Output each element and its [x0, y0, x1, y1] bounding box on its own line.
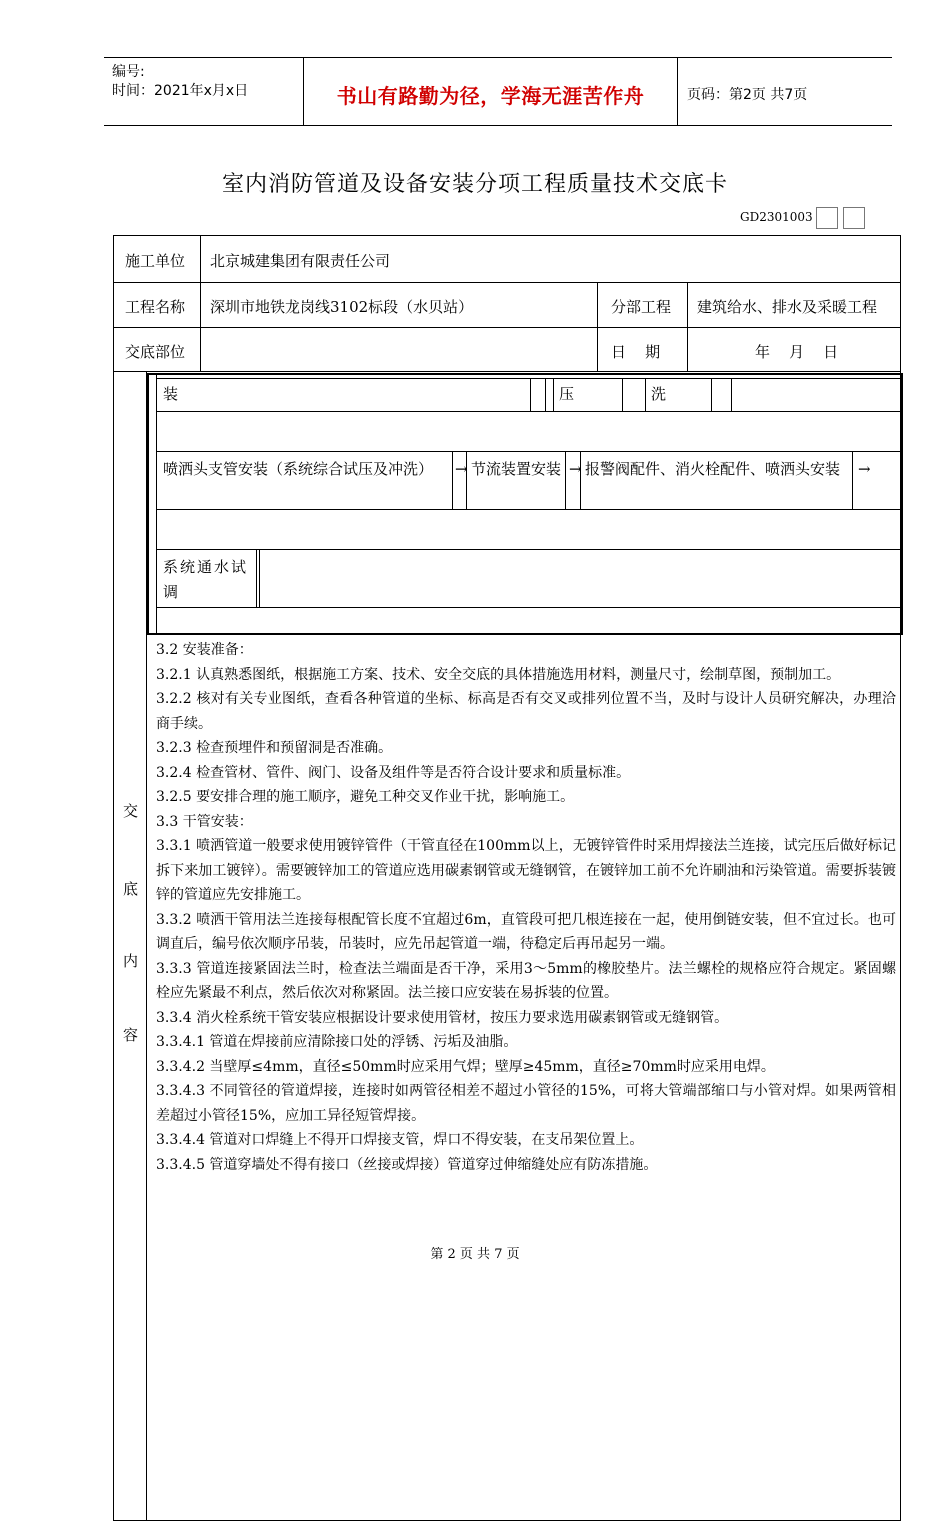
content-paragraph: 3.2.4 检查管材、管件、阀门、设备及组件等是否符合设计要求和质量标准。: [156, 764, 631, 781]
content-paragraph: 3.2.3 检查预埋件和预留洞是否准确。: [156, 740, 393, 756]
content-paragraph: 3.2 安装准备：: [156, 642, 253, 658]
flow-rule: [157, 378, 901, 379]
header-bottom-rule: [104, 125, 892, 126]
flow-rule: [157, 549, 901, 550]
date-label: 日 期: [611, 343, 661, 361]
side-label-char: 底: [122, 880, 138, 898]
table-rule: [113, 327, 901, 328]
flow-rule: [622, 378, 623, 411]
document-time: 时间：2021年x月x日: [112, 83, 249, 99]
content-paragraph: 3.3.4.2 当壁厚≤4mm，直径≤50mm时应采用气焊；壁厚≥45mm，直径≥70mm时应采用电焊。: [156, 1058, 775, 1075]
header-divider: [677, 57, 678, 126]
flow-rule: [256, 549, 257, 607]
document-number-label: 编号:: [112, 64, 145, 80]
content-paragraph: 3.3.3 管道连接紧固法兰时，检查法兰端面是否干净，采用3～5mm的橡胶垫片。法兰螺栓的规格应符合规定。紧固螺栓应先紧最不利点，然后依次对称紧固。法兰接口应安装在易拆装的位置。: [156, 960, 896, 1001]
document-code: GD2301003: [740, 210, 813, 224]
table-rule: [200, 235, 201, 372]
content-paragraph: 3.3.4 消火栓系统干管安装应根据设计要求使用管材，按压力要求选用碳素钢管或无缝钢管。: [156, 1009, 729, 1026]
flow-step-alarm-valve: 报警阀配件、消火栓配件、喷洒头安装: [585, 460, 841, 478]
table-rule: [113, 282, 901, 283]
project-value: 深圳市地铁龙岗线3102标段（水贝站）: [210, 298, 474, 316]
content-paragraph: 3.2.2 核对有关专业图纸，查看各种管道的坐标、标高是否有交叉或排列位置不当，及时与设计人员研究解决，办理洽商手续。: [156, 691, 896, 732]
flow-rule: [156, 375, 157, 633]
content-paragraph: 3.2.5 要安排合理的施工顺序，避免工种交叉作业干扰，影响施工。: [156, 789, 575, 805]
flow-rule: [553, 378, 554, 411]
content-paragraph: 3.3.2 喷洒干管用法兰连接每根配管长度不宜超过6m，直管段可把几根连接在一起，使用倒链安装，但不宜过长。也可调直后，编号依次顺序吊装，吊装时，应先吊起管道一端，待稳定后再吊起另一端。: [156, 911, 896, 952]
flow-rule: [157, 451, 901, 452]
unit-value: 北京城建集团有限责任公司: [210, 252, 391, 270]
content-paragraph: 3.3.4.4 管道对口焊缝上不得开口焊接支管，焊口不得安装，在支吊架位置上。: [156, 1132, 644, 1148]
flow-rule: [545, 378, 546, 411]
header-motto: 书山有路勤为径，学海无涯苦作舟: [336, 84, 645, 108]
flow-arrow: →: [858, 460, 871, 478]
header-top-rule: [104, 57, 892, 58]
flow-rule: [711, 378, 712, 411]
flow-step-sprinkler-branch: 喷洒头支管安装（系统综合试压及冲洗）: [163, 460, 434, 478]
flow-rule: [157, 509, 901, 510]
side-label-char: 交: [122, 802, 138, 820]
content-paragraph: 3.3.4.3 不同管径的管道焊接，连接时如两管径相差不超过小管径的15%，可将大管端部缩口与小管对焊。如果两管相差超过小管径15%，应加工异径短管焊接。: [156, 1083, 896, 1124]
division-label: 分部工程: [611, 298, 672, 316]
unit-label: 施工单位: [125, 252, 186, 270]
process-flow-table: [147, 373, 903, 635]
page-indicator: 页码：第2页 共7页: [687, 87, 808, 103]
flow-step-water-test: 系统通水试调: [163, 558, 249, 601]
flow-step-flush: 洗: [651, 385, 667, 403]
content-paragraph: 3.3.4.1 管道在焊接前应清除接口处的浮锈、污垢及油脂。: [156, 1034, 518, 1050]
flow-rule: [530, 378, 531, 411]
flow-rule: [731, 378, 732, 411]
flow-step-throttle: 节流装置安装: [471, 460, 562, 478]
flow-rule: [645, 378, 646, 411]
flow-rule: [259, 549, 260, 607]
project-label: 工程名称: [125, 298, 186, 316]
flow-rule: [852, 451, 853, 509]
disclosure-content: [156, 638, 896, 1177]
flow-rule: [565, 451, 566, 509]
content-paragraph: 3.2.1 认真熟悉图纸，根据施工方案、技术、安全交底的具体措施选用材料，测量尺寸，绘制草图，预制加工。: [156, 666, 841, 683]
date-value: 年 月 日: [755, 343, 839, 361]
flow-rule: [157, 411, 901, 412]
side-label-char: 内: [122, 952, 138, 970]
content-paragraph: 3.3 干管安装：: [156, 813, 253, 830]
location-label: 交底部位: [125, 343, 186, 361]
flow-step-pressure: 压: [559, 385, 575, 403]
page-title: 室内消防管道及设备安装分项工程质量技术交底卡: [221, 172, 728, 197]
table-rule: [687, 282, 688, 372]
flow-step-install: 装: [163, 385, 179, 403]
code-checkbox[interactable]: [816, 207, 838, 229]
table-rule: [113, 371, 901, 372]
flow-rule: [452, 451, 453, 509]
code-checkbox[interactable]: [843, 207, 865, 229]
flow-arrow: →: [569, 460, 582, 478]
content-paragraph: 3.3.4.5 管道穿墙处不得有接口（丝接或焊接）管道穿过伸缩缝处应有防冻措施。: [156, 1156, 658, 1173]
division-value: 建筑给水、排水及采暖工程: [697, 298, 878, 316]
content-paragraph: 3.3.1 喷洒管道一般要求使用镀锌管件（干管直径在100mm以上，无镀锌管件时采用焊接法兰连接，试完压后做好标记拆下来加工镀锌）。需要镀锌加工的管道应选用碳素钢管或无缝钢管，在镀锌加工前不允许刷油和污染管道。需要拆装镀锌的管道应先安排施工。: [156, 838, 896, 903]
page-footer: 第 2 页 共 7 页: [430, 1247, 520, 1262]
side-label-char: 容: [122, 1026, 138, 1044]
flow-arrow: →: [455, 460, 468, 478]
flow-rule: [157, 607, 901, 608]
table-rule: [597, 282, 598, 372]
